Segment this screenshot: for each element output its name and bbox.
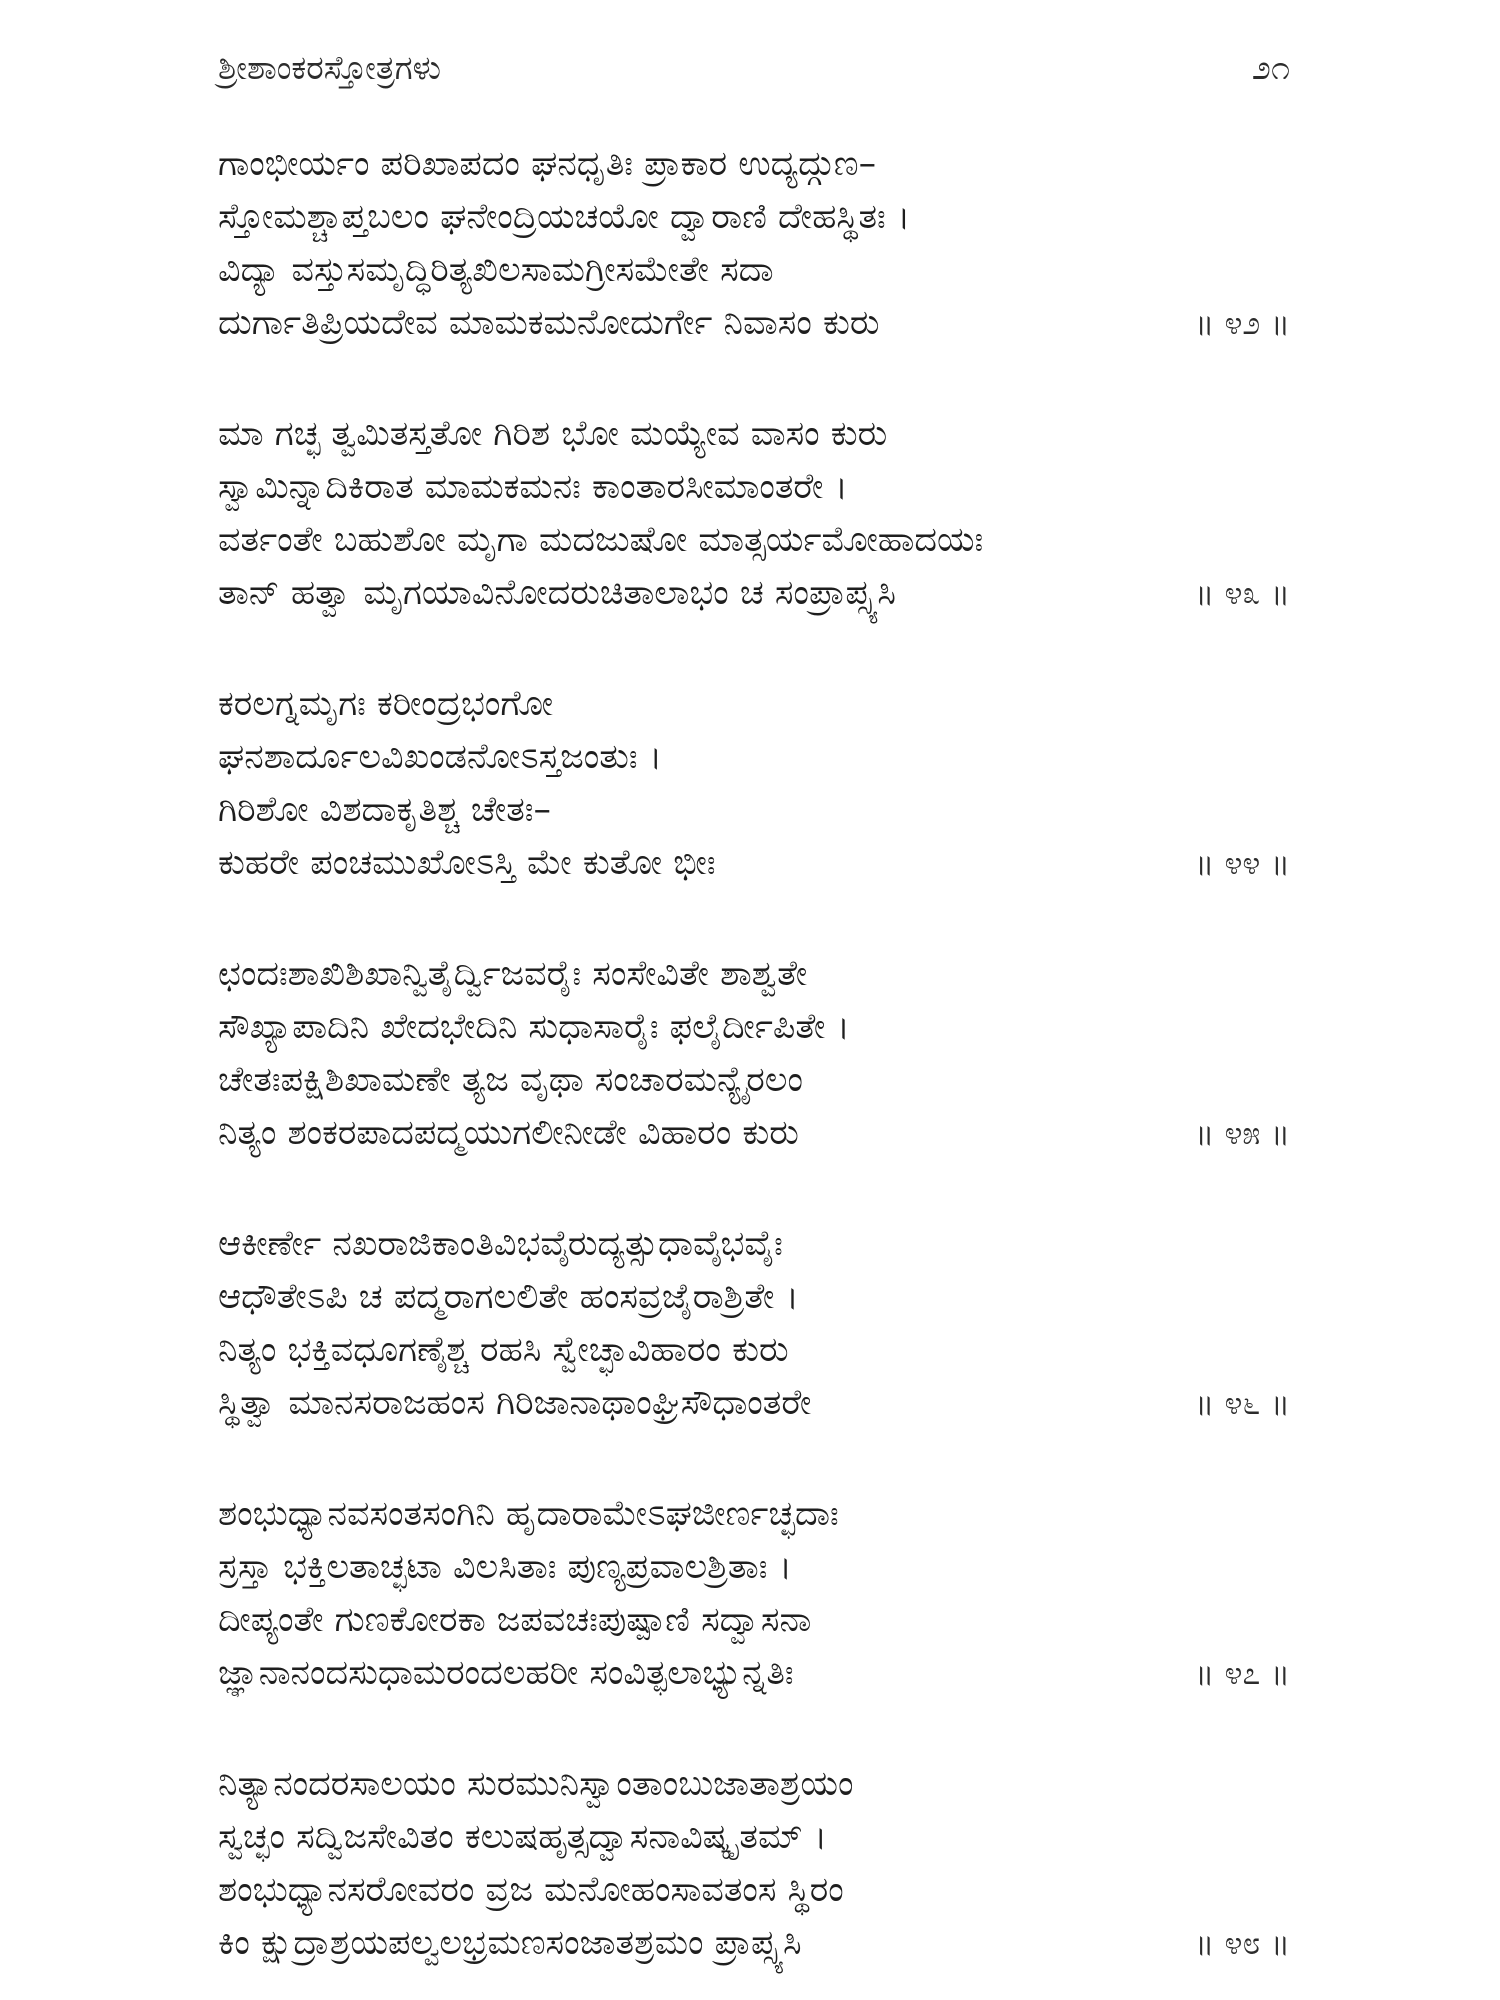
- verse-line: ಘನಶಾರ್ದೂಲವಿಖಂಡನೋಽಸ್ತಜಂತುಃ ।: [218, 737, 663, 777]
- verse-number: ॥ ೪೫ ॥: [1194, 1114, 1290, 1152]
- verse-number: ॥ ೪೩ ॥: [1194, 574, 1290, 612]
- verse-line-last: [218, 1917, 1290, 1970]
- verse-48: [218, 1758, 1290, 1970]
- verse-42: [218, 138, 1290, 350]
- verse-line: ಚೇತಃಪಕ್ಷಿಶಿಖಾಮಣೇ ತ್ಯಜ ವೃಥಾ ಸಂಚಾರಮನ್ಯೈರಲಂ: [218, 1060, 803, 1100]
- verse-line: ನಿತ್ಯಾನಂದರಸಾಲಯಂ ಸುರಮುನಿಸ್ವಾಂತಾಂಬುಜಾತಾಶ್ರಯಂ: [218, 1764, 854, 1804]
- verse-line: ಸ್ವಾಮಿನ್ನಾದಿಕಿರಾತ ಮಾಮಕಮನಃ ಕಾಂತಾರಸೀಮಾಂತರೇ ।: [218, 467, 848, 507]
- verse-line: ಸ್ತೋಮಶ್ಚಾಪ್ತಬಲಂ ಘನೇಂದ್ರಿಯಚಯೋ ದ್ವಾರಾಣಿ ದೇಹಸ್ಥಿತಃ ।: [218, 197, 911, 237]
- page-number: ೨೧: [1251, 48, 1290, 88]
- verse-line: ಆಧೌತೇಽಪಿ ಚ ಪದ್ಮರಾಗಲಲಿತೇ ಹಂಸವ್ರಜೈರಾಶ್ರಿತೇ ।: [218, 1277, 799, 1317]
- verse-number: ॥ ೪೭ ॥: [1194, 1654, 1290, 1692]
- verse-line: ಮಾ ಗಚ್ಛ ತ್ವಮಿತಸ್ತತೋ ಗಿರಿಶ ಭೋ ಮಯ್ಯೇವ ವಾಸಂ ಕುರು: [218, 414, 888, 454]
- verse-line-text: ಸ್ಥಿತ್ವಾ ಮಾನಸರಾಜಹಂಸ ಗಿರಿಜಾನಾಥಾಂಘ್ರಿಸೌಧಾಂತರೇ: [218, 1383, 812, 1423]
- verse-line: ವಿದ್ಯಾ ವಸ್ತುಸಮೃದ್ಧಿರಿತ್ಯಖಿಲಸಾಮಗ್ರೀಸಮೇತೇ ಸದಾ: [218, 250, 774, 290]
- verse-45: [218, 948, 1290, 1160]
- verse-line: ಆಕೀರ್ಣೇ ನಖರಾಜಿಕಾಂತಿವಿಭವೈರುದ್ಯತ್ಸುಧಾವೈಭವೈಃ: [218, 1224, 783, 1264]
- verse-line-last: [218, 1377, 1290, 1430]
- verse-line: ಕರಲಗ್ನಮೃಗಃ ಕರೀಂದ್ರಭಂಗೋ: [218, 684, 554, 724]
- verse-line-text: ನಿತ್ಯಂ ಶಂಕರಪಾದಪದ್ಮಯುಗಲೀನೀಡೇ ವಿಹಾರಂ ಕುರು: [218, 1113, 799, 1153]
- verse-line-last: [218, 1107, 1290, 1160]
- verse-line: ವರ್ತಂತೇ ಬಹುಶೋ ಮೃಗಾ ಮದಜುಷೋ ಮಾತ್ಸರ್ಯಮೋಹಾದಯಃ: [218, 520, 984, 560]
- verse-line: ನಿತ್ಯಂ ಭಕ್ತಿವಧೂಗಣೈಶ್ಚ ರಹಸಿ ಸ್ವೇಚ್ಛಾವಿಹಾರಂ ಕುರು: [218, 1330, 789, 1370]
- verse-number: ॥ ೪೨ ॥: [1194, 304, 1290, 342]
- verse-line-last: [218, 297, 1290, 350]
- verse-line-last: [218, 1647, 1290, 1700]
- verse-line: ಸ್ವಚ್ಛಂ ಸದ್ವಿಜಸೇವಿತಂ ಕಲುಷಹೃತ್ಸದ್ವಾಸನಾವಿಷ್ಕೃತಮ್ ।: [218, 1817, 828, 1857]
- verse-line-text: ಜ್ಞಾನಾನಂದಸುಧಾಮರಂದಲಹರೀ ಸಂವಿತ್ಫಲಾಭ್ಯುನ್ನತಿಃ: [218, 1653, 794, 1693]
- verse-line: ಸೌಖ್ಯಾಪಾದಿನಿ ಖೇದಭೇದಿನಿ ಸುಧಾಸಾರೈಃ ಫಲೈರ್ದೀಪಿತೇ ।: [218, 1007, 850, 1047]
- verse-line: ದೀಪ್ಯಂತೇ ಗುಣಕೋರಕಾ ಜಪವಚಃಪುಷ್ಪಾಣಿ ಸದ್ವಾಸನಾ: [218, 1600, 812, 1640]
- verse-line: ಗಾಂಭೀರ್ಯಂ ಪರಿಖಾಪದಂ ಘನಧೃತಿಃ ಪ್ರಾಕಾರ ಉದ್ಯದ್ಗುಣ–: [218, 144, 877, 184]
- verse-line-text: ಕುಹರೇ ಪಂಚಮುಖೋಽಸ್ತಿ ಮೇ ಕುತೋ ಭೀಃ: [218, 843, 716, 883]
- verse-line: ಶಂಭುಧ್ಯಾನವಸಂತಸಂಗಿನಿ ಹೃದಾರಾಮೇಽಘಜೀರ್ಣಚ್ಛದಾಃ: [218, 1494, 839, 1534]
- verse-44: [218, 678, 1290, 890]
- verse-line-text: ದುರ್ಗಾತಿಪ್ರಿಯದೇವ ಮಾಮಕಮನೋದುರ್ಗೇ ನಿವಾಸಂ ಕುರು: [218, 303, 880, 343]
- verse-line: ಗಿರಿಶೋ ವಿಶದಾಕೃತಿಶ್ಚ ಚೇತಃ–: [218, 790, 552, 830]
- verse-line: ಛಂದಃಶಾಖಿಶಿಖಾನ್ವಿತೈರ್ದ್ವಿಜವರೈಃ ಸಂಸೇವಿತೇ ಶಾಶ್ವತೇ: [218, 954, 808, 994]
- verse-number: ॥ ೪೪ ॥: [1194, 844, 1290, 882]
- verse-line: ಸ್ರಸ್ತಾ ಭಕ್ತಿಲತಾಚ್ಛಟಾ ವಿಲಸಿತಾಃ ಪುಣ್ಯಪ್ರವಾಲಶ್ರಿತಾಃ ।: [218, 1547, 792, 1587]
- verse-line-last: [218, 837, 1290, 890]
- verse-46: [218, 1218, 1290, 1430]
- verse-43: [218, 408, 1290, 620]
- verse-line-text: ಕಿಂ ಕ್ಷುದ್ರಾಶ್ರಯಪಲ್ವಲಭ್ರಮಣಸಂಜಾತಶ್ರಮಂ ಪ್ರಾಪ್ಸ್ಯಸಿ: [218, 1923, 802, 1963]
- verse-number: ॥ ೪೮ ॥: [1194, 1924, 1290, 1962]
- running-title: ಶ್ರೀಶಾಂಕರಸ್ತೋತ್ರಗಳು: [218, 48, 442, 87]
- page-header: [218, 48, 1290, 96]
- verse-line: ಶಂಭುಧ್ಯಾನಸರೋವರಂ ವ್ರಜ ಮನೋಹಂಸಾವತಂಸ ಸ್ಥಿರಂ: [218, 1870, 844, 1910]
- verse-line-text: ತಾನ್ ಹತ್ವಾ ಮೃಗಯಾವಿನೋದರುಚಿತಾಲಾಭಂ ಚ ಸಂಪ್ರಾಪ್ಸ್ಯಸಿ: [218, 573, 896, 613]
- verse-number: ॥ ೪೬ ॥: [1194, 1384, 1290, 1422]
- verse-line-last: [218, 567, 1290, 620]
- verse-47: [218, 1488, 1290, 1700]
